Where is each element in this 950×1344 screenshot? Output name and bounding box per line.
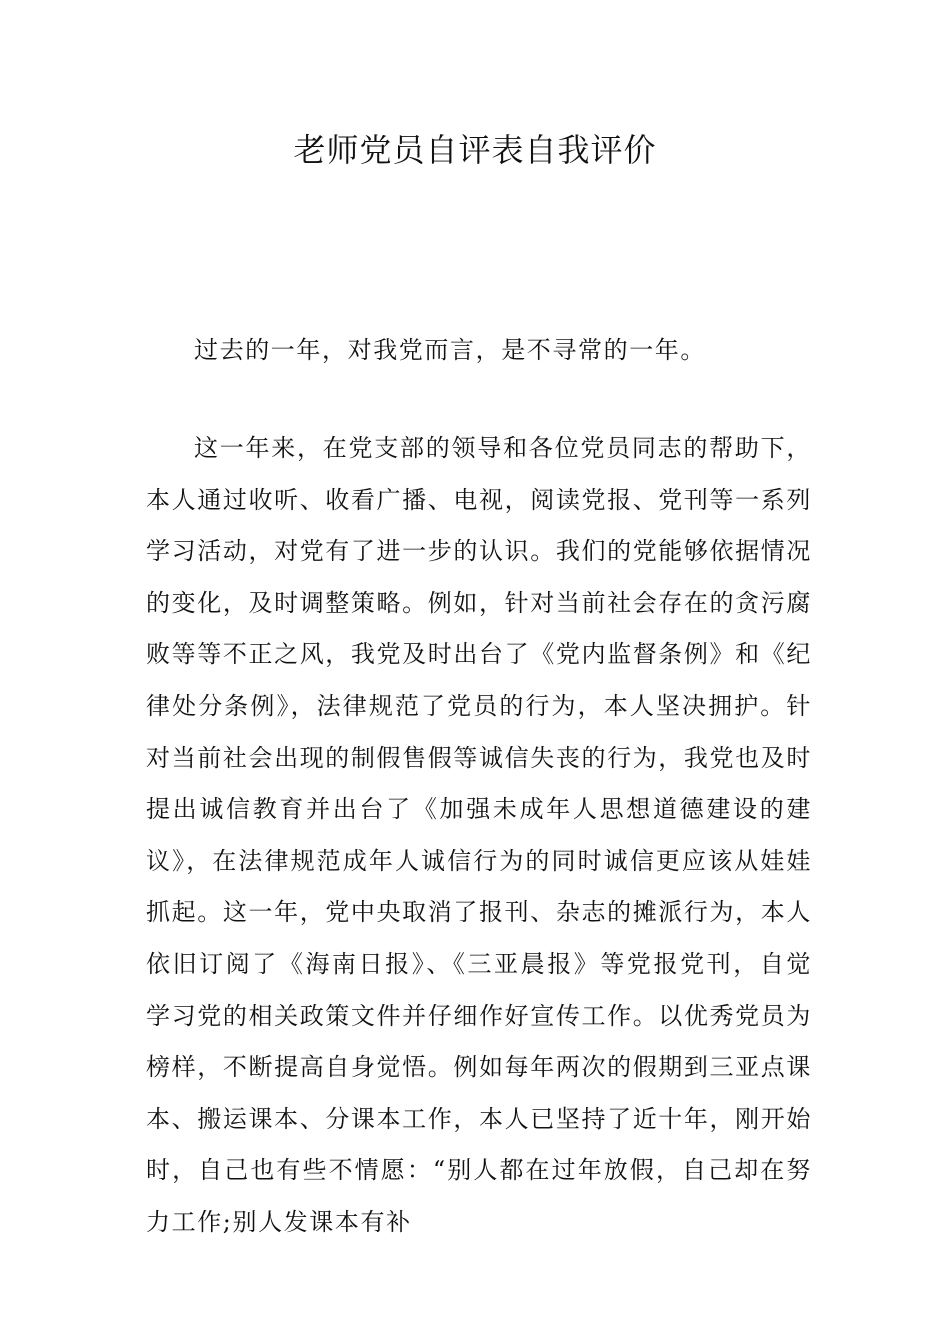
document-title: 老师党员自评表自我评价: [293, 131, 657, 169]
paragraph-1: 过去的一年，对我党而言，是不寻常的一年。: [194, 336, 706, 364]
paragraph-2: 这一年来，在党支部的领导和各位党员同志的帮助下，本人通过收听、收看广播、电视，阅读党报、党刊等一系列学习活动，对党有了进一步的认识。我们的党能够依据情况的变化，及时调整策略。例如，针对当前社会存在的贪污腐败等等不正之风，我党及时出台了《党内监督条例》和《纪律处分条例》，法律规范了党员的行为，本人坚决拥护。针对当前社会出现的制假售假等诚信失丧的行为，我党也及时提出诚信教育并出台了《加强未成年人思想道德建设的建议》，在法律规范成年人诚信行为的同时诚信更应该从娃娃抓起。这一年，党中央取消了报刊、杂志的摊派行为，本人依旧订阅了《海南日报》、《三亚晨报》等党报党刊，自觉学习党的相关政策文件并仔细作好宣传工作。以优秀党员为榜样，不断提高自身觉悟。例如每年两次的假期到三亚点课本、搬运课本、分课本工作，本人已坚持了近十年，刚开始时，自己也有些不情愿：“别人都在过年放假，自己却在努力工作;别人发课本有补: [146, 434, 812, 1236]
